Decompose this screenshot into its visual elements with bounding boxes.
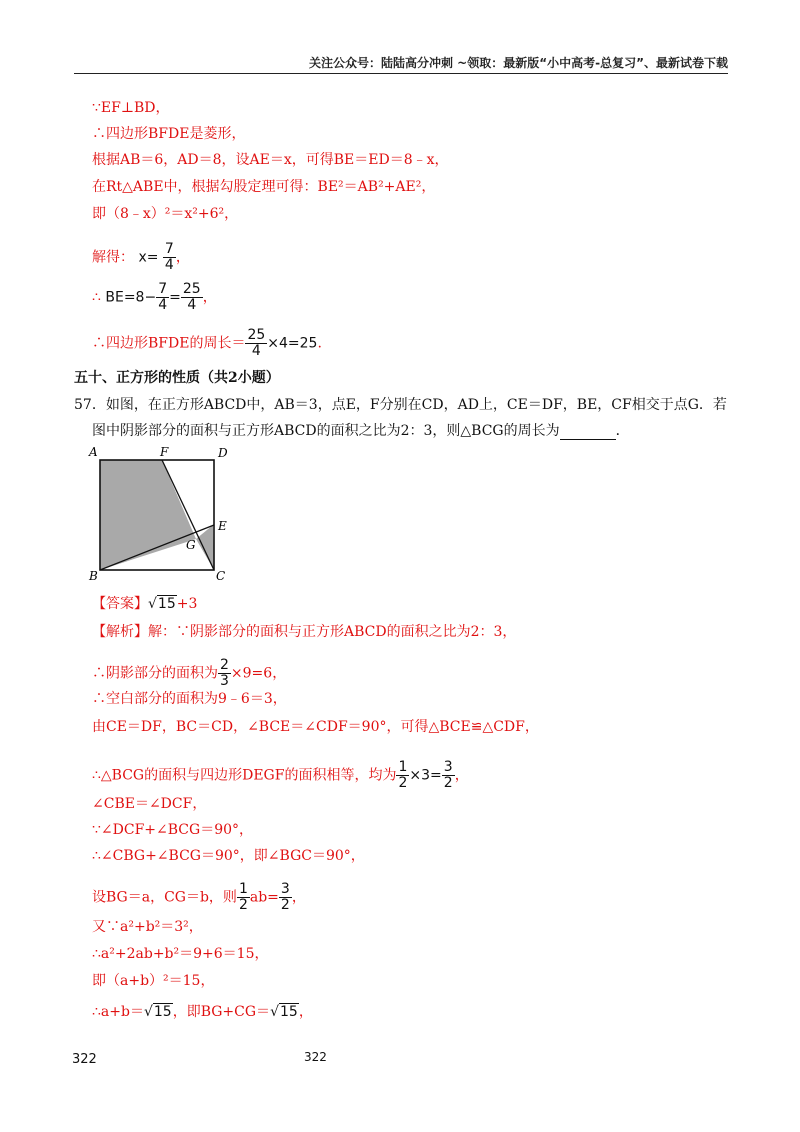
fraction: $\frac{1}{2}$ xyxy=(238,881,248,913)
sqrt-15: √15 xyxy=(270,1004,298,1020)
solution-line-8 xyxy=(92,328,322,359)
analysis-step-1 xyxy=(92,658,286,689)
analysis-step-12 xyxy=(92,1003,313,1021)
analysis-intro xyxy=(92,623,516,641)
analysis-step-4 xyxy=(92,760,469,791)
solution-label: 解得： xyxy=(92,249,134,266)
punct: ， xyxy=(175,249,190,266)
analysis-step-2: ∴空白部分的面积为9﹣6＝3， xyxy=(92,691,287,707)
step-mid: ，即BG+CG＝ xyxy=(172,1004,271,1020)
analysis-step-11: 即（a+b）²＝15， xyxy=(92,973,215,989)
shaded-region-left xyxy=(100,460,196,570)
fraction: $\frac{7}{4}$ xyxy=(158,281,168,313)
square-figure xyxy=(86,444,236,584)
analysis-tag: 【解析】 xyxy=(92,624,148,640)
page-number-center: 322 xyxy=(304,1050,327,1064)
fraction: $\frac{1}{2}$ xyxy=(398,759,408,791)
analysis-step-9: 又∵a²+b²＝3²， xyxy=(92,919,203,935)
punct: ． xyxy=(615,423,630,439)
analysis-step-3: 由CE＝DF，BC＝CD，∠BCE＝∠CDF＝90°，可得△BCE≌△CDF， xyxy=(92,719,539,735)
punct: ， xyxy=(454,767,469,784)
label-c: C xyxy=(216,569,226,583)
answer-tag: 【答案】 xyxy=(92,596,148,612)
fraction: $\frac{7}{4}$ xyxy=(164,241,174,273)
equals: = xyxy=(169,289,181,306)
label-f: F xyxy=(160,445,169,459)
page-header: 关注公众号：陆陆高分冲刺 ~领取：最新版“小中高考-总复习”、最新试卷下载 xyxy=(309,56,728,70)
answer-rest: +3 xyxy=(176,596,198,612)
solution-line-5: 即（8﹣x）²＝x²+6²， xyxy=(92,206,239,222)
label-a: A xyxy=(89,445,98,459)
step-text: ∴阴影部分的面积为 xyxy=(92,665,218,682)
problem-line-1: 57．如图，在正方形ABCD中，AB＝3，点E，F分别在CD，AD上，CE＝DF，BE，CF相交于点G．若 xyxy=(74,397,727,413)
step-rest: ×9=6， xyxy=(230,665,287,682)
answer-blank xyxy=(560,425,616,440)
punct: ， xyxy=(298,1004,313,1020)
equation-be: BE=8− xyxy=(105,289,157,306)
label-g: G xyxy=(186,538,196,552)
sqrt-15: √15 xyxy=(143,1004,172,1020)
label-d: D xyxy=(218,446,228,460)
label-b: B xyxy=(89,569,98,583)
analysis-step-7: ∴∠CBG+∠BCG＝90°，即∠BGC＝90°， xyxy=(92,848,365,864)
analysis-step-5: ∠CBE＝∠DCF， xyxy=(92,796,207,812)
fraction: $\frac{25}{4}$ xyxy=(182,281,201,313)
analysis-text: 解：∵阴影部分的面积与正方形ABCD的面积之比为2：3， xyxy=(148,624,517,640)
fraction: $\frac{25}{4}$ xyxy=(247,327,266,359)
perimeter-text: ∴四边形BFDE的周长＝ xyxy=(92,335,246,352)
header-divider xyxy=(74,73,728,74)
analysis-step-8 xyxy=(92,882,306,913)
analysis-step-6: ∵∠DCF+∠BCG＝90°， xyxy=(92,822,254,838)
step-text: 设BG＝a，CG＝b，则 xyxy=(92,889,237,906)
equation-rest: ×4=25 xyxy=(267,335,318,352)
solution-line-1: ∵EF⊥BD， xyxy=(92,100,170,116)
answer-line xyxy=(92,595,197,613)
step-mid: ×3= xyxy=(409,767,442,784)
fraction: $\frac{3}{2}$ xyxy=(280,881,290,913)
problem-line-2 xyxy=(92,422,630,440)
punct: ， xyxy=(202,289,217,306)
analysis-step-10: ∴a²+2ab+b²＝9+6＝15， xyxy=(92,946,269,962)
solution-line-2: ∴四边形BFDE是菱形， xyxy=(92,126,246,142)
step-text: ∴a+b＝ xyxy=(92,1004,144,1020)
solution-line-4: 在Rt△ABE中，根据勾股定理可得：BE²＝AB²+AE²， xyxy=(92,179,436,195)
solution-line-6 xyxy=(92,242,190,273)
fraction: $\frac{2}{3}$ xyxy=(220,657,229,689)
section-title: 五十、正方形的性质（共2小题） xyxy=(74,370,280,386)
equation-x: x= xyxy=(138,249,159,266)
label-e: E xyxy=(218,519,227,533)
solution-line-7 xyxy=(92,282,217,313)
problem-text: 图中阴影部分的面积与正方形ABCD的面积之比为2：3，则△BCG的周长为 xyxy=(92,423,560,439)
step-mid: ab= xyxy=(249,889,279,906)
sqrt-15: √15 xyxy=(148,596,176,612)
punct: . xyxy=(317,335,322,352)
step-text: ∴△BCG的面积与四边形DEGF的面积相等，均为 xyxy=(92,767,397,784)
solution-line-3: 根据AB＝6，AD＝8，设AE＝x，可得BE＝ED＝8﹣x， xyxy=(92,152,449,168)
therefore-symbol: ∴ xyxy=(92,289,101,306)
page-number-left: 322 xyxy=(72,1052,97,1067)
punct: ， xyxy=(291,889,306,906)
fraction: $\frac{3}{2}$ xyxy=(443,759,453,791)
